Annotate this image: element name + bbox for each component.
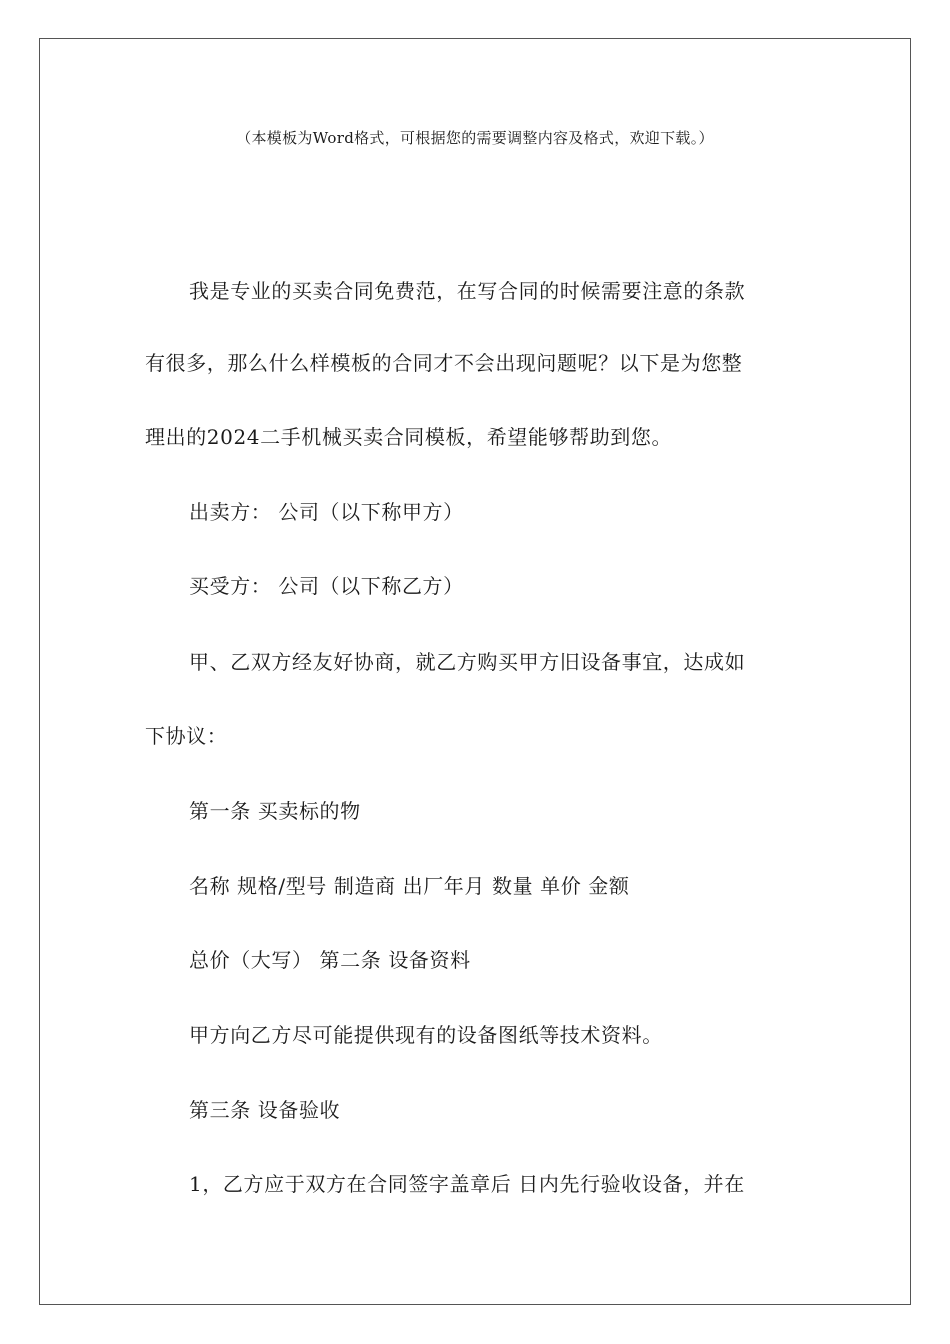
paragraph-intro-line-2: 有很多，那么什么样模板的合同才不会出现问题呢？以下是为您整 [145, 351, 743, 375]
paragraph-intro-line-3: 理出的2024二手机械买卖合同模板，希望能够帮助到您。 [145, 425, 673, 449]
agreement-line-1: 甲、乙双方经友好协商，就乙方购买甲方旧设备事宜，达成如 [189, 650, 746, 674]
article-3-heading: 第三条 设备验收 [189, 1098, 341, 1122]
article-2-body: 甲方向乙方尽可能提供现有的设备图纸等技术资料。 [189, 1023, 663, 1047]
total-price-article-2-line: 总价（大写） 第二条 设备资料 [189, 948, 471, 972]
paragraph-intro-line-1: 我是专业的买卖合同免费范，在写合同的时候需要注意的条款 [189, 279, 746, 303]
item-columns-line: 名称 规格/型号 制造商 出厂年月 数量 单价 金额 [189, 874, 630, 898]
template-note: （本模板为Word格式，可根据您的需要调整内容及格式，欢迎下载。） [236, 129, 714, 147]
seller-line: 出卖方： 公司（以下称甲方） [189, 500, 464, 524]
buyer-line: 买受方： 公司（以下称乙方） [189, 574, 464, 598]
agreement-line-2: 下协议： [145, 724, 228, 748]
article-1-heading: 第一条 买卖标的物 [189, 799, 361, 823]
article-3-clause-1: 1，乙方应于双方在合同签字盖章后 日内先行验收设备，并在 [189, 1172, 745, 1196]
